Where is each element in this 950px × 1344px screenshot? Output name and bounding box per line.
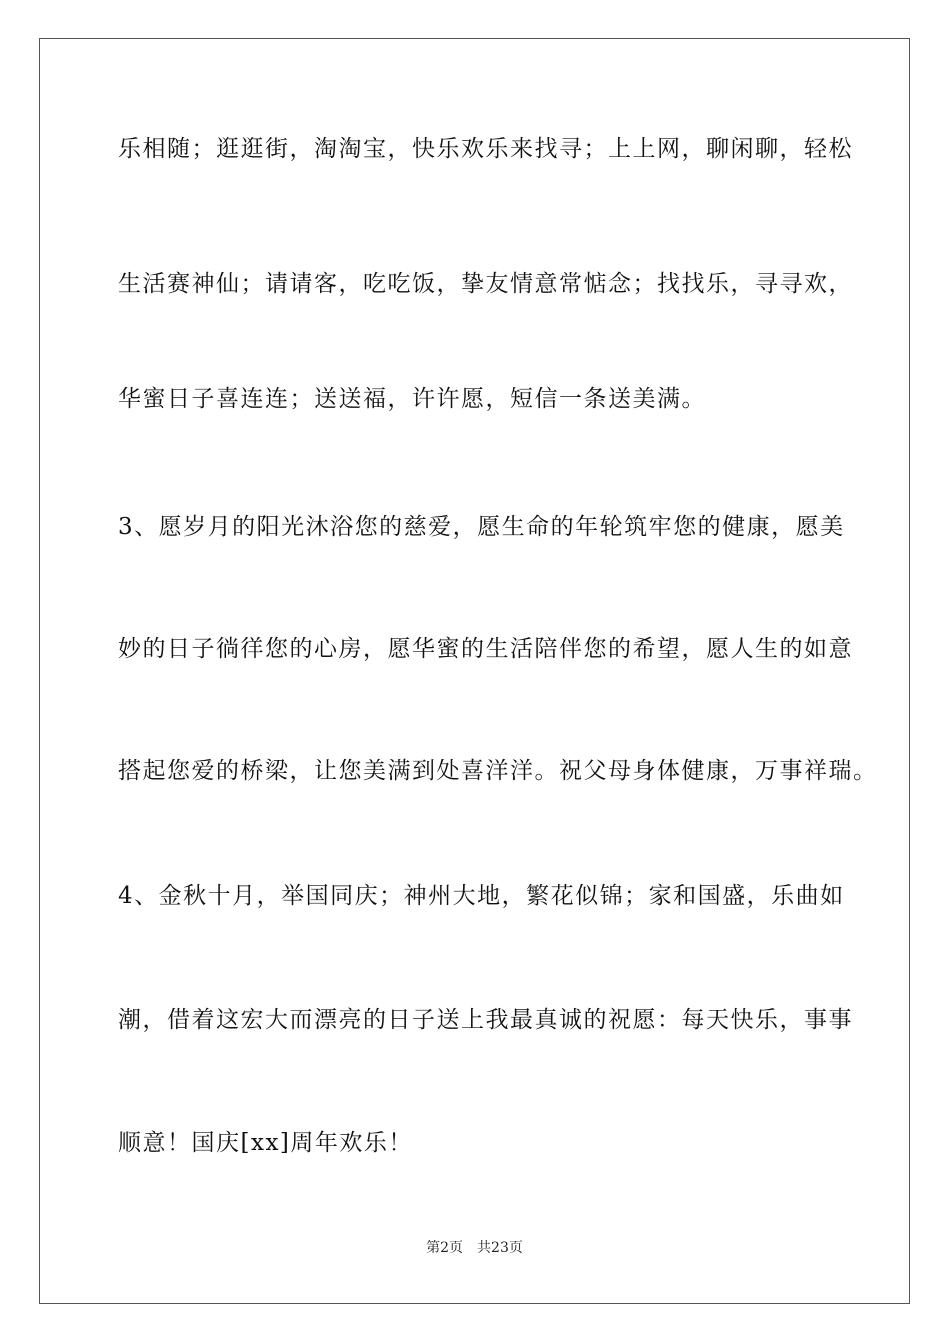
body-line-2: 生活赛神仙；请请客，吃吃饭，挚友情意常惦念；找找乐，寻寻欢，	[118, 271, 853, 297]
body-line-7: 4、金秋十月，举国同庆；神州大地，繁花似锦；家和国盛，乐曲如	[118, 883, 845, 909]
body-line-5: 妙的日子徜徉您的心房，愿华蜜的生活陪伴您的希望，愿人生的如意	[118, 636, 853, 662]
body-line-1: 乐相随；逛逛街，淘淘宝，快乐欢乐来找寻；上上网，聊闲聊，轻松	[118, 136, 853, 162]
body-line-9: 顺意！国庆[xx]周年欢乐！	[118, 1130, 413, 1156]
body-line-4: 3、愿岁月的阳光沐浴您的慈爱，愿生命的年轮筑牢您的健康，愿美	[118, 514, 845, 540]
document-page	[39, 38, 910, 1304]
page-total: 共23页	[477, 1240, 523, 1256]
body-line-6: 搭起您爱的桥梁，让您美满到处喜洋洋。祝父母身体健康，万事祥瑞。	[118, 758, 878, 784]
page-footer	[40, 1239, 909, 1257]
body-line-3: 华蜜日子喜连连；送送福，许许愿，短信一条送美满。	[118, 386, 706, 412]
body-line-8: 潮，借着这宏大而漂亮的日子送上我最真诚的祝愿：每天快乐，事事	[118, 1007, 853, 1033]
page-number: 第2页	[426, 1240, 464, 1256]
